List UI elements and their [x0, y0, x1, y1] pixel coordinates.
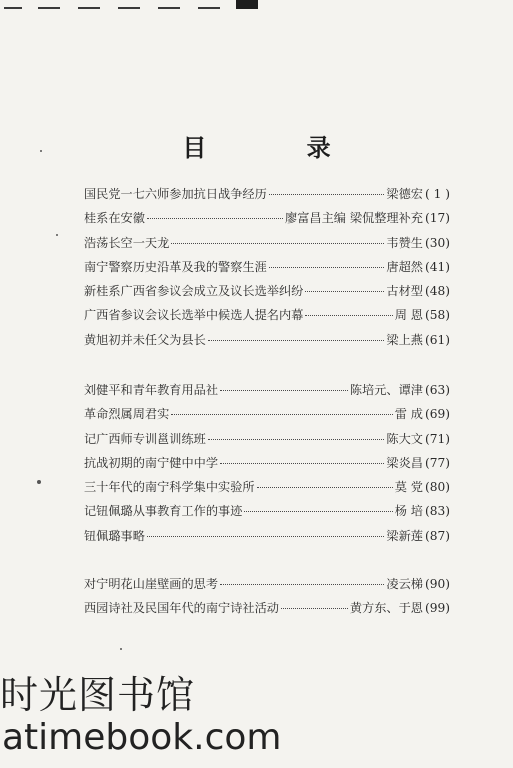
toc-entry-title: 广西省参议会议长选举中候选人提名内幕: [84, 308, 304, 323]
edge-dash: [118, 7, 140, 9]
toc-entry: [84, 405, 450, 429]
toc-entry-author: 韦赞生: [386, 235, 423, 250]
toc-entry-title: 西园诗社及民国年代的南宁诗社活动: [84, 601, 279, 616]
toc-entry-page: (80): [424, 480, 450, 495]
toc-entry-author: 莫 党: [394, 480, 423, 495]
scan-speck: [37, 480, 41, 484]
toc-entry: [84, 258, 450, 282]
toc-entry-title: 桂系在安徽: [84, 211, 145, 226]
toc-entry-title: 记广西师专训邕训练班: [84, 431, 206, 446]
toc-entry-title: 国民党一七六师参加抗日战争经历: [84, 187, 267, 201]
dot-leader: [147, 218, 283, 219]
scan-speck: [56, 234, 58, 236]
toc-entry: [84, 575, 450, 599]
dot-leader: [171, 243, 384, 244]
toc-entry-author: 雷 成: [394, 407, 423, 422]
toc-entry: [84, 502, 450, 526]
toc-entry-author: 凌云梯: [386, 577, 423, 591]
toc-entry: [84, 381, 450, 405]
toc-entry-page: (63): [424, 383, 450, 397]
toc-entry-page: (30): [424, 235, 450, 250]
toc-entry: [84, 282, 450, 306]
page-title: 目 录: [182, 133, 377, 162]
toc-entry-title: 抗战初期的南宁健中中学: [84, 455, 219, 470]
dot-leader: [244, 511, 392, 512]
dot-leader: [269, 194, 385, 195]
dot-leader: [305, 291, 384, 292]
toc-entry-author: 陈大文: [386, 431, 423, 446]
toc-section-1: [84, 185, 450, 355]
toc-entry-author: 唐超然: [386, 259, 423, 274]
scan-speck: [120, 648, 122, 650]
toc-entry-title: 浩荡长空一天龙: [84, 235, 170, 250]
toc-entry-page: (41): [424, 259, 450, 274]
edge-dash: [78, 7, 100, 9]
toc-entry: [84, 599, 450, 623]
toc-entry-page: (99): [424, 601, 450, 616]
toc-entry-title: 对宁明花山崖壁画的思考: [84, 577, 219, 591]
toc-entry: [84, 306, 450, 330]
toc-entry: [84, 185, 450, 209]
toc-entry-author: 廖富昌主编 梁侃整理补充: [285, 211, 423, 226]
toc-entry-title: 南宁警察历史沿革及我的警察生涯: [84, 259, 267, 274]
toc-entry-page: (17): [424, 211, 450, 226]
toc-entry-author: 梁新莲: [386, 528, 423, 543]
toc-entry-author: 陈培元、谭津: [349, 383, 423, 397]
watermark-url: atimebook.com: [2, 717, 282, 758]
dot-leader: [220, 463, 384, 464]
dot-leader: [257, 487, 393, 488]
toc-entry-title: 新桂系广西省参议会成立及议长选举纠纷: [84, 284, 304, 299]
toc-entry-title: 三十年代的南宁科学集中实验所: [84, 480, 255, 495]
dot-leader: [208, 340, 385, 341]
toc-entry: [84, 430, 450, 454]
toc-entry-author: 古材型: [386, 284, 423, 299]
toc-entry-title: 黄旭初并未任父为县长: [84, 332, 206, 347]
toc-entry-title: 刘健平和青年教育用品社: [84, 383, 219, 397]
toc-entry: [84, 234, 450, 258]
toc-entry: [84, 527, 450, 551]
toc-entry-title: 革命烈属周君实: [84, 407, 170, 422]
toc-entry-title: 记钮佩璐从事教育工作的事迹: [84, 504, 243, 519]
scan-speck: [40, 150, 42, 152]
toc-entry-page: (90): [424, 577, 450, 591]
toc-entry-page: (61): [424, 332, 450, 347]
edge-dash: [198, 7, 220, 9]
edge-dash: [38, 7, 60, 9]
toc-entry-page: ( 1 ): [424, 187, 450, 201]
toc-entry-page: (77): [424, 455, 450, 470]
toc-entry: [84, 478, 450, 502]
toc-entry-page: (87): [424, 528, 450, 543]
toc-entry-title: 钮佩璐事略: [84, 528, 145, 543]
toc-entry: [84, 331, 450, 355]
toc-entry-author: 周 恩: [394, 308, 423, 323]
toc-entry-page: (69): [424, 407, 450, 422]
edge-dash: [158, 7, 180, 9]
dot-leader: [305, 315, 392, 316]
top-edge-marks: [0, 0, 513, 14]
toc-entry-page: (48): [424, 284, 450, 299]
dot-leader: [281, 608, 348, 609]
toc-entry-author: 杨 培: [394, 504, 423, 519]
watermark-name: 时光图书馆: [0, 673, 196, 717]
toc-section-2: [84, 381, 450, 551]
toc-entry-page: (71): [424, 431, 450, 446]
toc-entry-author: 梁炎昌: [386, 455, 423, 470]
toc-entry-author: 梁德宏: [386, 187, 423, 201]
dot-leader: [147, 536, 384, 537]
dot-leader: [269, 267, 385, 268]
toc-section-3: [84, 575, 450, 624]
dot-leader: [171, 414, 392, 415]
toc-entry-page: (58): [424, 308, 450, 323]
dot-leader: [220, 390, 348, 391]
dot-leader: [208, 439, 385, 440]
toc-entry: [84, 454, 450, 478]
dot-leader: [220, 584, 384, 585]
edge-block: [236, 0, 258, 9]
toc-entry-author: 黄方东、于恩: [349, 601, 423, 616]
edge-dash: [4, 7, 22, 9]
toc-entry-page: (83): [424, 504, 450, 519]
toc-entry-author: 梁上燕: [386, 332, 423, 347]
toc-entry: [84, 209, 450, 233]
